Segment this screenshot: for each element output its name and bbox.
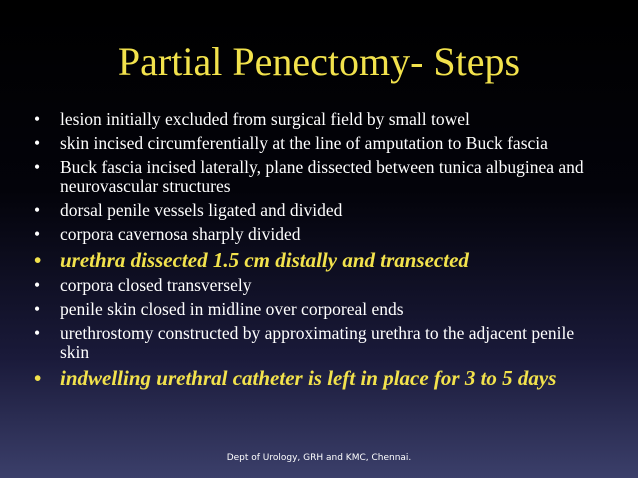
bullet-text: lesion initially excluded from surgical field by small towel — [60, 109, 470, 129]
slide-footer: Dept of Urology, GRH and KMC, Chennai. — [226, 453, 412, 463]
bullet-text: Buck fascia incised laterally, plane dissected between tunica albuginea and neurovascular structures — [60, 157, 584, 196]
bullet-item — [30, 225, 600, 244]
bullet-icon: • — [34, 200, 41, 220]
slide-title: Partial Penectomy- Steps — [117, 39, 521, 84]
bullet-icon: • — [34, 366, 42, 390]
bullet-text: urethrostomy constructed by approximating urethra to the adjacent penile skin — [60, 323, 575, 362]
bullet-item — [30, 110, 600, 129]
bullet-text: penile skin closed in midline over corporeal ends — [60, 299, 404, 319]
bullet-icon: • — [34, 323, 41, 343]
bullet-item — [30, 201, 600, 220]
bullet-icon: • — [34, 109, 41, 129]
bullet-item — [30, 276, 600, 295]
bullet-icon: • — [34, 224, 41, 244]
bullet-icon: • — [34, 248, 42, 272]
bullet-item — [30, 300, 600, 319]
bullet-text: corpora cavernosa sharply divided — [60, 224, 301, 244]
bullet-text: indwelling urethral catheter is left in place for 3 to 5 days — [60, 366, 557, 390]
bullet-item-emphasis — [30, 367, 600, 389]
bullet-icon: • — [34, 157, 41, 177]
bullet-icon: • — [34, 275, 41, 295]
bullet-icon: • — [34, 133, 41, 153]
bullet-item — [30, 134, 600, 153]
bullet-list — [30, 110, 600, 389]
bullet-item-emphasis — [30, 249, 600, 271]
bullet-item — [30, 324, 600, 362]
bullet-item — [30, 158, 600, 196]
bullet-text: dorsal penile vessels ligated and divided — [60, 200, 343, 220]
bullet-text: urethra dissected 1.5 cm distally and transected — [60, 248, 469, 272]
bullet-text: skin incised circumferentially at the line of amputation to Buck fascia — [60, 133, 548, 153]
bullet-text: corpora closed transversely — [60, 275, 252, 295]
bullet-icon: • — [34, 299, 41, 319]
